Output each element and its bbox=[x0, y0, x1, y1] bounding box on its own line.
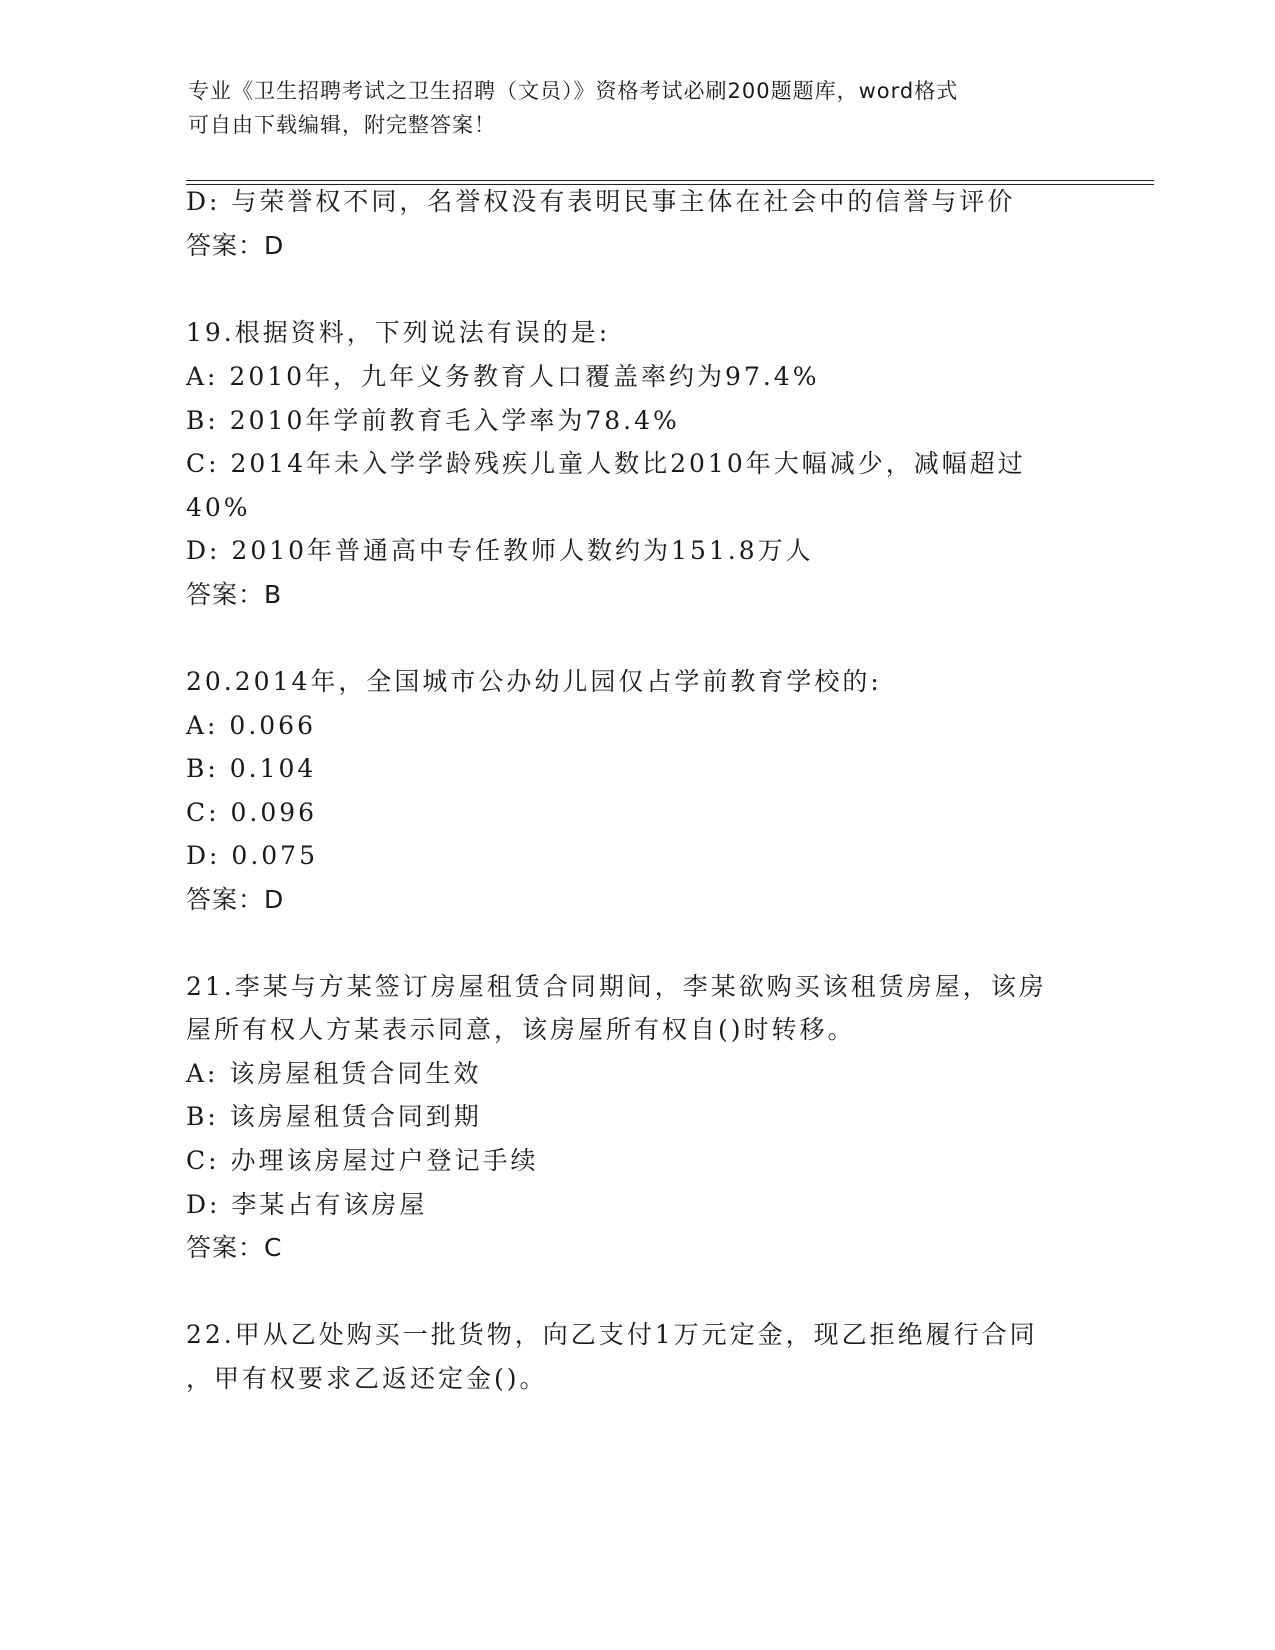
question-20: 20.2014年，全国城市公办幼儿园仅占学前教育学校的: bbox=[186, 667, 882, 696]
answer-line: 答案：B bbox=[186, 580, 283, 609]
option-d: D: 0.075 bbox=[186, 841, 318, 870]
option-d: D: 李某占有该房屋 bbox=[186, 1190, 428, 1219]
option-b: B: 0.104 bbox=[186, 754, 317, 783]
answer-line: 答案：D bbox=[186, 885, 285, 914]
option-a: A: 0.066 bbox=[186, 711, 316, 740]
question-22: 22.甲从乙处购买一批货物，向乙支付1万元定金，现乙拒绝履行合同 bbox=[186, 1320, 1038, 1349]
question-21: 21.李某与方某签订房屋租赁合同期间，李某欲购买该租赁房屋，该房 bbox=[186, 972, 1047, 1001]
option-c-continued: 40% bbox=[186, 493, 251, 522]
header-line-1: 专业《卫生招聘考试之卫生招聘（文员）》资格考试必刷200题题库，word格式 bbox=[188, 79, 959, 103]
option-d: D: 与荣誉权不同，名誉权没有表明民事主体在社会中的信誉与评价 bbox=[186, 187, 1016, 216]
option-b: B: 该房屋租赁合同到期 bbox=[186, 1102, 482, 1131]
option-a: A: 2010年，九年义务教育人口覆盖率约为97.4% bbox=[186, 362, 820, 391]
document-header bbox=[188, 74, 1088, 142]
option-c: C: 办理该房屋过户登记手续 bbox=[186, 1146, 539, 1175]
option-c: C: 0.096 bbox=[186, 798, 318, 827]
option-a: A: 该房屋租赁合同生效 bbox=[186, 1059, 482, 1088]
answer-line: 答案：C bbox=[186, 1233, 283, 1262]
option-d: D: 2010年普通高中专任教师人数约为151.8万人 bbox=[186, 536, 814, 565]
answer-line: 答案：D bbox=[186, 231, 285, 260]
question-22-continued: ，甲有权要求乙返还定金()。 bbox=[186, 1364, 548, 1393]
question-19: 19.根据资料，下列说法有误的是: bbox=[186, 318, 611, 347]
header-line-2: 可自由下载编辑，附完整答案！ bbox=[188, 113, 496, 137]
option-b: B: 2010年学前教育毛入学率为78.4% bbox=[186, 406, 680, 435]
option-c: C: 2014年未入学学龄残疾儿童人数比2010年大幅减少，减幅超过 bbox=[186, 449, 1026, 478]
question-21-continued: 屋所有权人方某表示同意，该房屋所有权自()时转移。 bbox=[186, 1015, 856, 1044]
